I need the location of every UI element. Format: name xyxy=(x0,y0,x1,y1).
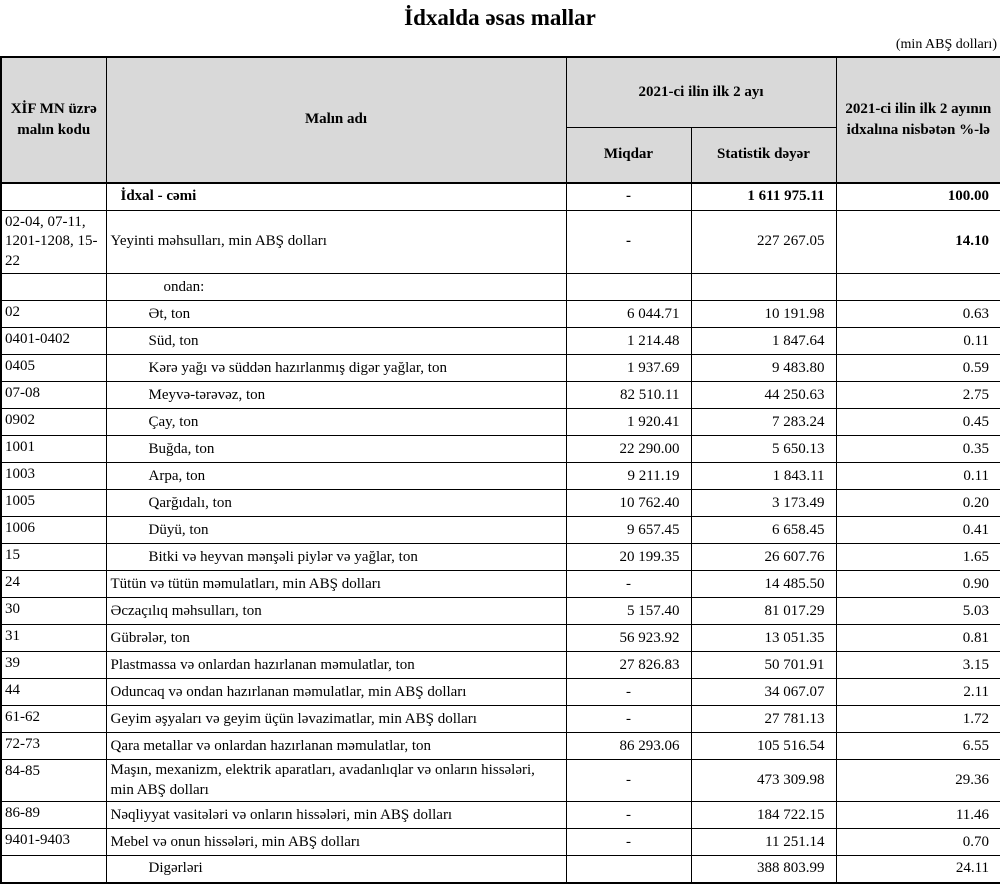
cell-stat-value: 10 191.98 xyxy=(691,301,836,328)
cell-code: 02-04, 07-11, 1201-1208, 15-22 xyxy=(1,210,106,274)
cell-quantity: 1 214.48 xyxy=(566,328,691,355)
cell-quantity: 5 157.40 xyxy=(566,598,691,625)
cell-percent: 6.55 xyxy=(836,733,1000,760)
cell-quantity: 82 510.11 xyxy=(566,382,691,409)
cell-stat-value: 1 847.64 xyxy=(691,328,836,355)
cell-percent: 1.72 xyxy=(836,706,1000,733)
table-row xyxy=(1,625,1000,652)
cell-name: Buğda, ton xyxy=(106,436,566,463)
cell-code xyxy=(1,183,106,210)
cell-quantity: 6 044.71 xyxy=(566,301,691,328)
cell-percent: 0.20 xyxy=(836,490,1000,517)
cell-stat-value: 5 650.13 xyxy=(691,436,836,463)
cell-percent: 2.75 xyxy=(836,382,1000,409)
cell-name: Meyvə-tərəvəz, ton xyxy=(106,382,566,409)
cell-name: Çay, ton xyxy=(106,409,566,436)
cell-percent: 5.03 xyxy=(836,598,1000,625)
cell-percent: 0.63 xyxy=(836,301,1000,328)
cell-stat-value: 11 251.14 xyxy=(691,829,836,856)
cell-quantity: - xyxy=(566,571,691,598)
col-header-period-group: 2021-ci ilin ilk 2 ayı xyxy=(566,57,836,127)
table-row xyxy=(1,760,1000,802)
cell-name: Yeyinti məhsulları, min ABŞ dolları xyxy=(106,210,566,274)
table-row xyxy=(1,274,1000,301)
cell-quantity: - xyxy=(566,679,691,706)
cell-quantity: - xyxy=(566,760,691,802)
cell-name: Geyim əşyaları və geyim üçün ləvazimatlar, min ABŞ dolları xyxy=(106,706,566,733)
cell-stat-value: 50 701.91 xyxy=(691,652,836,679)
unit-note: (min ABŞ dolları) xyxy=(895,37,997,53)
col-header-quantity: Miqdar xyxy=(566,127,691,183)
table-header xyxy=(1,57,1000,183)
cell-quantity: 1 937.69 xyxy=(566,355,691,382)
cell-code: 84-85 xyxy=(1,760,106,802)
cell-percent: 11.46 xyxy=(836,802,1000,829)
cell-stat-value: 6 658.45 xyxy=(691,517,836,544)
cell-stat-value: 1 843.11 xyxy=(691,463,836,490)
cell-code xyxy=(1,274,106,301)
cell-quantity: - xyxy=(566,210,691,274)
cell-percent: 0.81 xyxy=(836,625,1000,652)
cell-stat-value: 9 483.80 xyxy=(691,355,836,382)
cell-code xyxy=(1,856,106,883)
cell-quantity: 27 826.83 xyxy=(566,652,691,679)
cell-percent: 24.11 xyxy=(836,856,1000,883)
table-row xyxy=(1,382,1000,409)
cell-quantity: 56 923.92 xyxy=(566,625,691,652)
cell-percent xyxy=(836,274,1000,301)
cell-quantity xyxy=(566,856,691,883)
table-row xyxy=(1,436,1000,463)
cell-quantity: 1 920.41 xyxy=(566,409,691,436)
cell-code: 0401-0402 xyxy=(1,328,106,355)
cell-quantity: 9 211.19 xyxy=(566,463,691,490)
cell-stat-value: 7 283.24 xyxy=(691,409,836,436)
cell-code: 02 xyxy=(1,301,106,328)
cell-percent: 0.11 xyxy=(836,328,1000,355)
cell-quantity: 20 199.35 xyxy=(566,544,691,571)
cell-stat-value: 227 267.05 xyxy=(691,210,836,274)
page-title: İdxalda əsas mallar xyxy=(404,5,596,30)
cell-name: Qarğıdalı, ton xyxy=(106,490,566,517)
cell-percent: 29.36 xyxy=(836,760,1000,802)
table-row xyxy=(1,490,1000,517)
table-body xyxy=(1,183,1000,883)
cell-stat-value: 388 803.99 xyxy=(691,856,836,883)
cell-stat-value: 26 607.76 xyxy=(691,544,836,571)
table-row xyxy=(1,598,1000,625)
cell-code: 0902 xyxy=(1,409,106,436)
cell-stat-value: 81 017.29 xyxy=(691,598,836,625)
cell-name: Süd, ton xyxy=(106,328,566,355)
cell-quantity: - xyxy=(566,829,691,856)
cell-code: 72-73 xyxy=(1,733,106,760)
cell-name: Nəqliyyat vasitələri və onların hissələri, min ABŞ dolları xyxy=(106,802,566,829)
table-row xyxy=(1,328,1000,355)
cell-code: 24 xyxy=(1,571,106,598)
cell-name: Oduncaq və ondan hazırlanan məmulatlar, min ABŞ dolları xyxy=(106,679,566,706)
cell-percent: 0.41 xyxy=(836,517,1000,544)
cell-percent: 14.10 xyxy=(836,210,1000,274)
cell-percent: 100.00 xyxy=(836,183,1000,210)
cell-code: 61-62 xyxy=(1,706,106,733)
cell-stat-value: 473 309.98 xyxy=(691,760,836,802)
cell-code: 1005 xyxy=(1,490,106,517)
cell-name: Bitki və heyvan mənşəli piylər və yağlar, ton xyxy=(106,544,566,571)
cell-code: 30 xyxy=(1,598,106,625)
cell-code: 1001 xyxy=(1,436,106,463)
cell-percent: 3.15 xyxy=(836,652,1000,679)
cell-percent: 2.11 xyxy=(836,679,1000,706)
cell-name: İdxal - cəmi xyxy=(106,183,566,210)
table-row xyxy=(1,183,1000,210)
header-row-group xyxy=(1,57,1000,127)
cell-quantity: - xyxy=(566,706,691,733)
table-row xyxy=(1,856,1000,883)
cell-percent: 0.70 xyxy=(836,829,1000,856)
cell-stat-value: 1 611 975.11 xyxy=(691,183,836,210)
cell-name: Ət, ton xyxy=(106,301,566,328)
cell-stat-value: 13 051.35 xyxy=(691,625,836,652)
cell-quantity: 9 657.45 xyxy=(566,517,691,544)
cell-stat-value: 105 516.54 xyxy=(691,733,836,760)
col-header-code: XİF MN üzrə malın kodu xyxy=(1,57,106,183)
cell-code: 44 xyxy=(1,679,106,706)
cell-percent: 0.90 xyxy=(836,571,1000,598)
table-row xyxy=(1,409,1000,436)
cell-stat-value: 44 250.63 xyxy=(691,382,836,409)
cell-name: Əczaçılıq məhsulları, ton xyxy=(106,598,566,625)
table-row xyxy=(1,652,1000,679)
cell-code: 86-89 xyxy=(1,802,106,829)
cell-code: 9401-9403 xyxy=(1,829,106,856)
table-row xyxy=(1,463,1000,490)
cell-stat-value: 27 781.13 xyxy=(691,706,836,733)
cell-code: 07-08 xyxy=(1,382,106,409)
cell-name: Qara metallar və onlardan hazırlanan məmulatlar, ton xyxy=(106,733,566,760)
imports-table xyxy=(0,56,1000,884)
cell-quantity: 22 290.00 xyxy=(566,436,691,463)
table-row xyxy=(1,355,1000,382)
table-row xyxy=(1,544,1000,571)
cell-quantity: - xyxy=(566,183,691,210)
cell-percent: 1.65 xyxy=(836,544,1000,571)
cell-quantity: - xyxy=(566,802,691,829)
cell-code: 39 xyxy=(1,652,106,679)
col-header-name: Malın adı xyxy=(106,57,566,183)
table-row xyxy=(1,571,1000,598)
cell-name: Mebel və onun hissələri, min ABŞ dolları xyxy=(106,829,566,856)
table-row xyxy=(1,210,1000,274)
cell-stat-value: 184 722.15 xyxy=(691,802,836,829)
cell-name: Düyü, ton xyxy=(106,517,566,544)
cell-code: 1006 xyxy=(1,517,106,544)
cell-code: 0405 xyxy=(1,355,106,382)
cell-stat-value: 3 173.49 xyxy=(691,490,836,517)
col-header-stat-value: Statistik dəyər xyxy=(691,127,836,183)
cell-percent: 0.35 xyxy=(836,436,1000,463)
table-row xyxy=(1,301,1000,328)
col-header-percent: 2021-ci ilin ilk 2 ayının idxalına nisbətən %-lə xyxy=(836,57,1000,183)
cell-name: Tütün və tütün məmulatları, min ABŞ dolları xyxy=(106,571,566,598)
cell-name: ondan: xyxy=(106,274,566,301)
table-row xyxy=(1,829,1000,856)
cell-quantity: 10 762.40 xyxy=(566,490,691,517)
table-row xyxy=(1,517,1000,544)
cell-code: 1003 xyxy=(1,463,106,490)
cell-percent: 0.59 xyxy=(836,355,1000,382)
cell-quantity xyxy=(566,274,691,301)
cell-name: Maşın, mexanizm, elektrik aparatları, avadanlıqlar və onların hissələri, min ABŞ dolları xyxy=(106,760,566,802)
cell-name: Plastmassa və onlardan hazırlanan məmulatlar, ton xyxy=(106,652,566,679)
cell-percent: 0.45 xyxy=(836,409,1000,436)
cell-percent: 0.11 xyxy=(836,463,1000,490)
table-row xyxy=(1,733,1000,760)
cell-stat-value: 34 067.07 xyxy=(691,679,836,706)
cell-code: 15 xyxy=(1,544,106,571)
cell-name: Arpa, ton xyxy=(106,463,566,490)
cell-name: Digərləri xyxy=(106,856,566,883)
table-row xyxy=(1,706,1000,733)
cell-code: 31 xyxy=(1,625,106,652)
table-row xyxy=(1,679,1000,706)
cell-quantity: 86 293.06 xyxy=(566,733,691,760)
cell-name: Kərə yağı və süddən hazırlanmış digər yağlar, ton xyxy=(106,355,566,382)
cell-stat-value: 14 485.50 xyxy=(691,571,836,598)
cell-name: Gübrələr, ton xyxy=(106,625,566,652)
cell-stat-value xyxy=(691,274,836,301)
table-row xyxy=(1,802,1000,829)
